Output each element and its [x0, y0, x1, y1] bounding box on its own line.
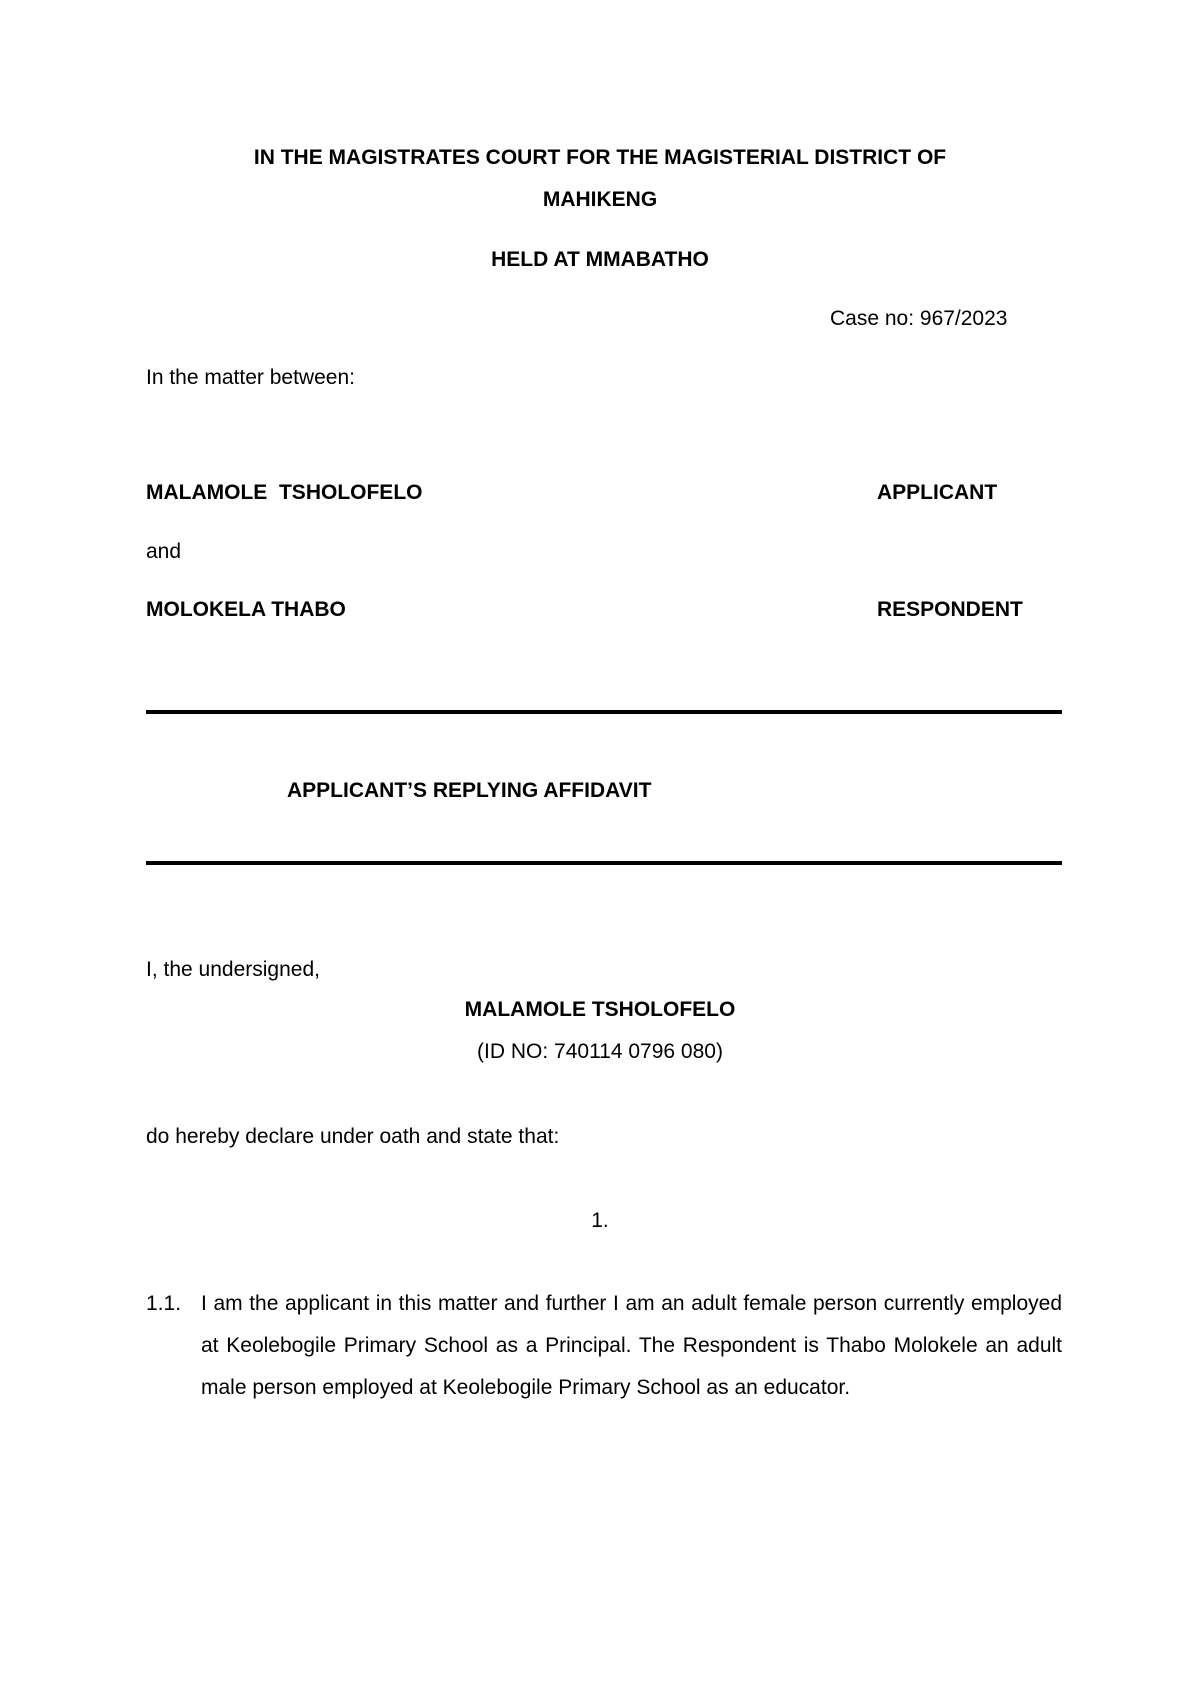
matter-intro: In the matter between:	[146, 366, 355, 389]
declaration-line: do hereby declare under oath and state that:	[146, 1125, 560, 1148]
title-rule-top	[146, 710, 1062, 714]
case-number: Case no: 967/2023	[830, 307, 1008, 330]
section-number: 1.	[591, 1209, 609, 1232]
applicant-role: APPLICANT	[877, 481, 998, 504]
paragraph-number: 1.1.	[146, 1292, 182, 1315]
court-heading-line-1: IN THE MAGISTRATES COURT FOR THE MAGISTERIAL DISTRICT OF	[253, 146, 947, 169]
deponent-id: (ID NO: 740114 0796 080)	[477, 1040, 723, 1063]
applicant-name: MALAMOLE TSHOLOFELO	[146, 481, 423, 504]
paragraph-text: I am the applicant in this matter and further I am an adult female person currently employed at Keolebogile Primary School as a Principal. The Respondent is Thabo Molokele an adult male person employed at Keolebogile Primary School as an educator.	[201, 1292, 1062, 1399]
deponent-intro: I, the undersigned,	[146, 958, 320, 981]
paragraph-1-1	[146, 1283, 1062, 1409]
respondent-name: MOLOKELA THABO	[146, 598, 346, 621]
held-at-heading: HELD AT MMABATHO	[491, 248, 709, 271]
document-title: APPLICANT’S REPLYING AFFIDAVIT	[287, 779, 652, 802]
court-heading-line-2: MAHIKENG	[542, 188, 658, 211]
respondent-role: RESPONDENT	[877, 598, 1023, 621]
title-rule-bottom	[146, 861, 1062, 865]
parties-conjunction: and	[146, 540, 182, 563]
deponent-name: MALAMOLE TSHOLOFELO	[464, 998, 736, 1021]
